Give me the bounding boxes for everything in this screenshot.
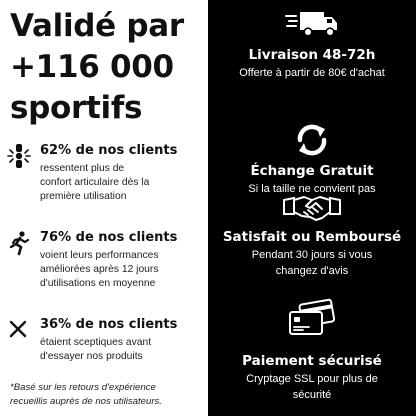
delivery-truck-icon xyxy=(284,8,340,42)
feature-exchange xyxy=(208,120,416,197)
feature-description xyxy=(208,371,416,403)
feature-title: Satisfait ou Remboursé xyxy=(222,229,402,245)
feature-line: Offerte à partir de 80€ d'achat xyxy=(239,67,385,79)
stat-title: 76% de nos clients xyxy=(40,230,178,245)
footnote-line: recueillis auprès de nos utilisateurs. xyxy=(10,396,162,407)
feature-line: sécurité xyxy=(292,389,332,401)
stat-line: d'essayer nos produits xyxy=(40,351,143,362)
stat-line: première utilisation xyxy=(40,191,127,202)
runner-icon xyxy=(6,230,32,256)
stat-description xyxy=(40,249,208,291)
feature-description xyxy=(208,247,416,279)
feature-delivery xyxy=(208,8,416,81)
feature-line: Pendant 30 jours si vous xyxy=(251,249,373,261)
headline xyxy=(10,6,184,129)
feature-description xyxy=(208,65,416,81)
stat-description xyxy=(40,162,208,204)
feature-line: Si la taille ne convient pas xyxy=(248,183,376,195)
handshake-icon xyxy=(282,190,342,224)
feature-title: Paiement sécurisé xyxy=(242,353,382,369)
headline-line-3: sportifs xyxy=(10,90,143,126)
footnote xyxy=(10,381,162,409)
cross-icon xyxy=(6,317,32,343)
headline-line-2: +116 000 xyxy=(10,49,174,85)
benefits-panel xyxy=(208,0,416,416)
feature-line: Cryptage SSL pour plus de xyxy=(246,373,378,385)
feature-refund xyxy=(208,190,416,279)
stat-title: 62% de nos clients xyxy=(40,143,178,158)
feature-line: changez d'avis xyxy=(275,265,349,277)
headline-line-1: Validé par xyxy=(10,8,184,44)
stat-line: confort articulaire dès la xyxy=(40,177,150,188)
stat-line: étaient sceptiques avant xyxy=(40,337,152,348)
feature-payment xyxy=(208,296,416,403)
footnote-line: *Basé sur les retours d'expérience xyxy=(10,382,156,393)
feature-title: Échange Gratuit xyxy=(250,163,374,179)
exchange-arrows-icon xyxy=(292,120,332,160)
feature-title: Livraison 48-72h xyxy=(248,47,376,63)
stat-line: d'utilisations en moyenne xyxy=(40,278,156,289)
stat-description xyxy=(40,336,208,364)
credit-cards-icon xyxy=(287,296,337,342)
stat-line: améliorées après 12 jours xyxy=(40,264,159,275)
stat-title: 36% de nos clients xyxy=(40,317,178,332)
stat-line: voient leurs performances xyxy=(40,250,159,261)
stat-line: ressentent plus de xyxy=(40,163,125,174)
joint-icon xyxy=(6,143,32,169)
